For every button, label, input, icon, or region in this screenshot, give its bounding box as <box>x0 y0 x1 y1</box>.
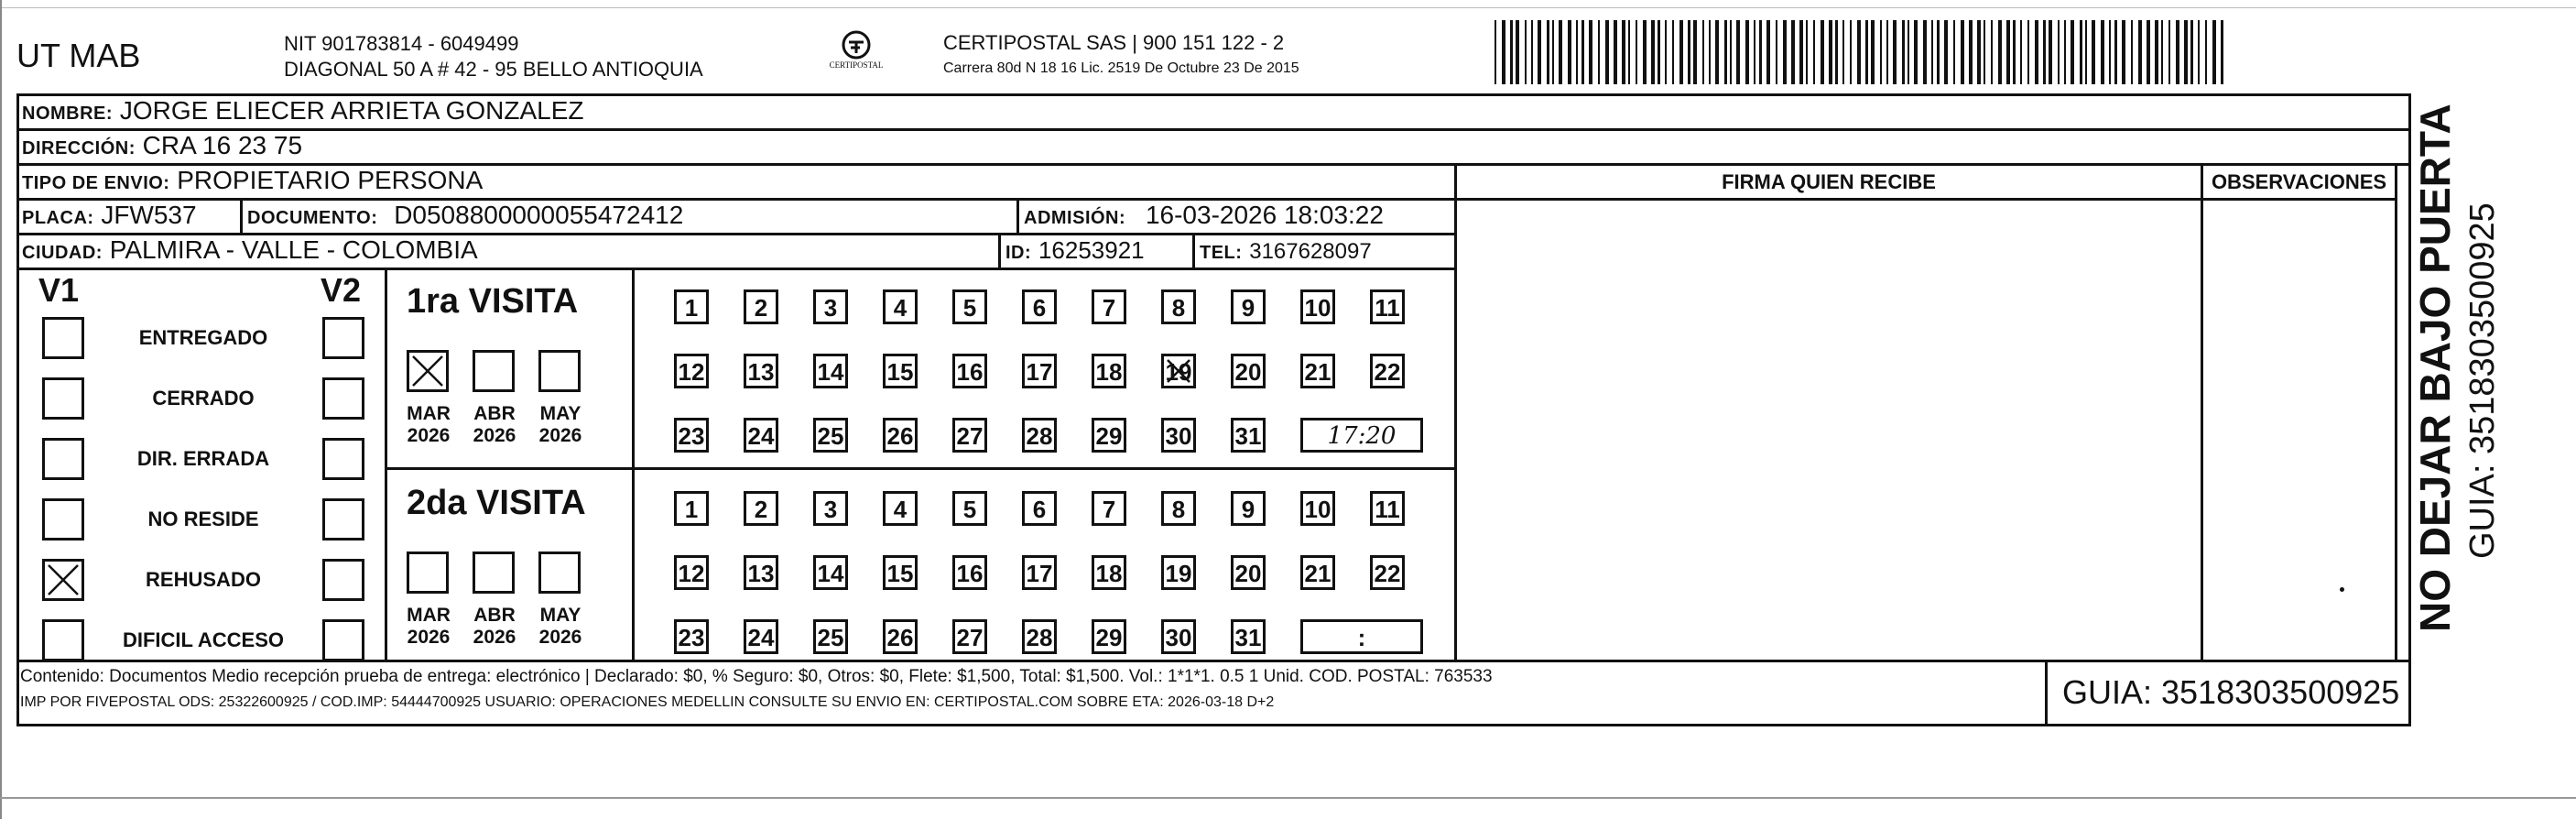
day-box: 22 <box>1370 354 1405 388</box>
barcode-bar <box>1813 20 1815 84</box>
barcode-bar <box>1643 20 1647 84</box>
barcode-bar <box>1693 20 1697 84</box>
day-box: 31 <box>1231 619 1266 654</box>
barcode-bar <box>1865 20 1868 84</box>
barcode-bar <box>2138 20 2142 84</box>
barcode-bar <box>1538 20 1541 84</box>
day-box: 30 <box>1161 619 1196 654</box>
placa-cell <box>22 200 197 234</box>
day-box: 27 <box>952 619 987 654</box>
barcode-bar <box>2058 20 2060 84</box>
barcode-bar <box>1598 20 1600 84</box>
barcode-bar <box>2064 20 2066 84</box>
v2-checkbox <box>322 438 364 480</box>
tel-value: 3167628097 <box>1249 239 1372 264</box>
month-name: MAR <box>407 605 451 626</box>
day-box: 29 <box>1092 619 1126 654</box>
day-box: 24 <box>744 418 778 453</box>
barcode-bar <box>2168 20 2170 84</box>
barcode <box>1495 20 2225 84</box>
visit-divider <box>385 467 1456 470</box>
barcode-bar <box>1829 20 1832 84</box>
carrier-info <box>943 31 1299 77</box>
status-label: CERRADO <box>152 387 255 410</box>
day-box: 2 <box>744 491 778 526</box>
day-box: 26 <box>883 619 918 654</box>
v1-header: V1 <box>38 271 80 309</box>
day-box: 1 <box>674 491 709 526</box>
v1-checkbox <box>42 317 84 359</box>
month-checkbox <box>407 551 449 594</box>
guia-number: GUIA: 3518303500925 <box>2062 673 2400 711</box>
v1-checkbox <box>42 377 84 420</box>
v2-header: V2 <box>321 271 362 309</box>
day-box: 28 <box>1022 619 1057 654</box>
scan-edge-left <box>0 0 2 819</box>
day-box: 7 <box>1092 289 1126 324</box>
day-box: 14 <box>813 354 848 388</box>
barcode-bar <box>2184 20 2188 84</box>
barcode-bar <box>1783 20 1787 84</box>
day-box: 5 <box>952 289 987 324</box>
day-box: 2 <box>744 289 778 324</box>
month-year: 2026 <box>538 425 582 446</box>
documento-cell <box>247 200 683 234</box>
barcode-bar <box>1736 20 1740 84</box>
barcode-bar <box>1502 20 1505 84</box>
barcode-bar <box>1893 20 1897 84</box>
ciudad-value: PALMIRA - VALLE - COLOMBIA <box>109 235 478 264</box>
direccion-row <box>22 130 302 164</box>
time-box: : <box>1300 619 1423 654</box>
barcode-bar <box>1702 20 1704 84</box>
barcode-bar <box>2212 20 2216 84</box>
scan-edge-bottom <box>0 797 2576 799</box>
barcode-bar <box>1791 20 1795 84</box>
day-box: 12 <box>674 555 709 590</box>
logo-icon <box>838 29 875 60</box>
barcode-bar <box>1510 20 1513 84</box>
month-checkbox <box>407 350 449 392</box>
nit-number: NIT 901783814 - 6049499 <box>284 32 519 55</box>
day-box: 15 <box>883 354 918 388</box>
month-label <box>467 605 522 649</box>
barcode-bar <box>1886 20 1888 84</box>
day-box: 19 <box>1161 555 1196 590</box>
month-label <box>401 403 456 447</box>
day-box: 9 <box>1231 289 1266 324</box>
barcode-bar <box>1835 20 1838 84</box>
scan-edge-top <box>0 7 2576 8</box>
barcode-bar <box>1806 20 1808 84</box>
day-box: 11 <box>1370 289 1405 324</box>
column-divider <box>2201 163 2203 662</box>
barcode-bar <box>1651 20 1655 84</box>
month-name: ABR <box>473 605 516 626</box>
x-mark-icon <box>409 353 446 389</box>
company-info <box>284 31 703 82</box>
day-box: 4 <box>883 491 918 526</box>
cell-divider <box>1192 233 1195 268</box>
day-box: 28 <box>1022 418 1057 453</box>
barcode-bar <box>1902 20 1905 84</box>
day-box: 13 <box>744 354 778 388</box>
barcode-bar <box>1724 20 1727 84</box>
barcode-bar <box>2085 20 2087 84</box>
observaciones-header: OBSERVACIONES <box>2211 170 2387 193</box>
day-box: 15 <box>883 555 918 590</box>
barcode-bar <box>2080 20 2082 84</box>
documento-value: D0508800000055472412 <box>394 201 684 229</box>
barcode-bar <box>2205 20 2207 84</box>
barcode-bar <box>1961 20 1964 84</box>
barcode-bar <box>1559 20 1562 84</box>
month-name: MAR <box>407 403 451 424</box>
day-box: 24 <box>744 619 778 654</box>
v2-checkbox <box>322 317 364 359</box>
guia-divider <box>2045 660 2048 724</box>
tipo-envio-row <box>22 165 483 199</box>
v1-checkbox <box>42 438 84 480</box>
barcode-bar <box>1799 20 1803 84</box>
admision-cell <box>1024 200 1384 234</box>
barcode-bar <box>2176 20 2179 84</box>
firma-header: FIRMA QUIEN RECIBE <box>1722 170 1936 193</box>
logo-text: CERTIPOSTAL <box>829 60 884 70</box>
day-box: 18 <box>1092 354 1126 388</box>
barcode-bar <box>1850 20 1852 84</box>
barcode-bar <box>2155 20 2158 84</box>
barcode-bar <box>2035 20 2038 84</box>
day-box: 22 <box>1370 555 1405 590</box>
day-box: 10 <box>1300 289 1335 324</box>
barcode-bar <box>1842 20 1844 84</box>
v2-checkbox <box>322 559 364 601</box>
barcode-bar <box>2027 20 2029 84</box>
ciudad-label: CIUDAD: <box>22 243 103 263</box>
barcode-bar <box>1998 20 2002 84</box>
barcode-bar <box>1937 20 1940 84</box>
day-box: 21 <box>1300 354 1335 388</box>
table-left-border <box>16 93 19 726</box>
column-divider <box>1454 163 1457 662</box>
day-box: 12 <box>674 354 709 388</box>
direccion-value: CRA 16 23 75 <box>142 131 303 159</box>
day-box: 29 <box>1092 418 1126 453</box>
barcode-bar <box>1944 20 1948 84</box>
barcode-bar <box>2161 20 2163 84</box>
nombre-label: NOMBRE: <box>22 104 114 124</box>
status-label: REHUSADO <box>146 568 261 591</box>
admision-label: ADMISIÓN: <box>1024 208 1126 228</box>
v2-checkbox <box>322 377 364 420</box>
month-year: 2026 <box>407 425 451 446</box>
barcode-bar <box>1745 20 1749 84</box>
visit-divider <box>632 268 635 660</box>
day-box: 17 <box>1022 555 1057 590</box>
direccion-label: DIRECCIÓN: <box>22 138 136 158</box>
day-box: 6 <box>1022 289 1057 324</box>
row-divider <box>16 660 2411 662</box>
day-box: 20 <box>1231 354 1266 388</box>
month-name: MAY <box>539 403 582 424</box>
x-mark-icon <box>45 562 82 598</box>
id-cell <box>1005 235 1145 268</box>
cell-divider <box>240 198 243 233</box>
day-box: 4 <box>883 289 918 324</box>
barcode-bar <box>1525 20 1527 84</box>
month-name: MAY <box>539 605 582 626</box>
company-name: UT MAB <box>16 37 141 74</box>
barcode-bar <box>2101 20 2104 84</box>
day-box: 20 <box>1231 555 1266 590</box>
barcode-bar <box>1658 20 1660 84</box>
barcode-bar <box>2131 20 2133 84</box>
barcode-bar <box>2109 20 2111 84</box>
barcode-bar <box>1614 20 1617 84</box>
day-box: 14 <box>813 555 848 590</box>
barcode-bar <box>1665 20 1667 84</box>
nombre-value: JORGE ELIECER ARRIETA GONZALEZ <box>119 96 584 125</box>
barcode-bar <box>2049 20 2052 84</box>
tipo-envio-value: PROPIETARIO PERSONA <box>177 166 484 194</box>
day-box: 5 <box>952 491 987 526</box>
barcode-bar <box>1581 20 1584 84</box>
day-box: 18 <box>1092 555 1126 590</box>
barcode-bar <box>1552 20 1554 84</box>
day-box: 8 <box>1161 491 1196 526</box>
day-box: 10 <box>1300 491 1335 526</box>
v1-checkbox <box>42 559 84 601</box>
no-dejar-bajo-puerta: NO DEJAR BAJO PUERTA <box>2411 104 2459 632</box>
day-box: 30 <box>1161 418 1196 453</box>
day-box: 23 <box>674 619 709 654</box>
column-divider <box>2395 163 2397 662</box>
tipo-envio-label: TIPO DE ENVIO: <box>22 173 170 193</box>
month-checkbox <box>538 551 581 594</box>
tel-label: TEL: <box>1200 243 1243 263</box>
cell-divider <box>1016 198 1019 233</box>
v1-checkbox <box>42 498 84 541</box>
day-box: 16 <box>952 354 987 388</box>
ink-dot <box>2340 587 2344 592</box>
visit-divider <box>385 268 387 660</box>
barcode-bar <box>2122 20 2125 84</box>
day-box: 16 <box>952 555 987 590</box>
barcode-bar <box>1931 20 1933 84</box>
barcode-bar <box>2221 20 2223 84</box>
barcode-bar <box>1984 20 1985 84</box>
month-checkbox <box>473 551 515 594</box>
placa-label: PLACA: <box>22 208 94 228</box>
barcode-bar <box>1730 20 1732 84</box>
barcode-bar <box>1628 20 1630 84</box>
barcode-bar <box>2190 20 2193 84</box>
day-box: 27 <box>952 418 987 453</box>
carrier-name: CERTIPOSTAL SAS | 900 151 122 - 2 <box>943 31 1285 54</box>
barcode-bar <box>2020 20 2022 84</box>
barcode-bar <box>2071 20 2074 84</box>
day-box: 1 <box>674 289 709 324</box>
month-year: 2026 <box>538 627 582 648</box>
month-label <box>467 403 522 447</box>
side-guia: GUIA: 3518303500925 <box>2463 202 2502 559</box>
barcode-bar <box>1759 20 1762 84</box>
barcode-bar <box>1576 20 1578 84</box>
barcode-bar <box>1636 20 1637 84</box>
v2-checkbox <box>322 498 364 541</box>
barcode-bar <box>1977 20 1981 84</box>
barcode-bar <box>1495 20 1496 84</box>
month-checkbox <box>473 350 515 392</box>
barcode-bar <box>1672 20 1674 84</box>
impresion-line: IMP POR FIVEPOSTAL ODS: 25322600925 / COD.IMP: 54444700925 USUARIO: OPERACIONES MEDELLIN CONSULTE SU ENVIO EN: CERTIPOSTAL.COM SOBRE ETA: 2026-03-18 D+2 <box>20 694 1275 710</box>
barcode-bar <box>1547 20 1549 84</box>
barcode-bar <box>1589 20 1592 84</box>
barcode-bar <box>1715 20 1719 84</box>
barcode-bar <box>2013 20 2016 84</box>
day-box: 25 <box>813 418 848 453</box>
month-label <box>401 605 456 649</box>
contenido-line: Contenido: Documentos Medio recepción prueba de entrega: electrónico | Declarado: $0, % Seguro: $0, Otros: $0, Flete: $1,500, Total: $1,500. Vol.: 1*1*1. 0.5 1 Unid. COD. POSTAL: 763533 <box>20 667 1493 686</box>
month-label <box>533 403 588 447</box>
day-box: 23 <box>674 418 709 453</box>
day-box: 21 <box>1300 555 1335 590</box>
admision-value: 16-03-2026 18:03:22 <box>1145 201 1384 229</box>
month-year: 2026 <box>473 425 516 446</box>
barcode-bar <box>1969 20 1973 84</box>
status-label: DIFICIL ACCESO <box>122 628 284 651</box>
day-box: 9 <box>1231 491 1266 526</box>
barcode-bar <box>1568 20 1571 84</box>
v2-checkbox <box>322 619 364 661</box>
day-box: 3 <box>813 491 848 526</box>
day-box: 11 <box>1370 491 1405 526</box>
visit-title: 1ra VISITA <box>407 282 579 321</box>
barcode-bar <box>2043 20 2046 84</box>
month-year: 2026 <box>473 627 516 648</box>
day-box: 19 <box>1161 354 1196 388</box>
barcode-bar <box>1821 20 1824 84</box>
barcode-bar <box>2092 20 2095 84</box>
barcode-bar <box>1605 20 1609 84</box>
month-label <box>533 605 588 649</box>
id-value: 16253921 <box>1038 236 1145 264</box>
barcode-bar <box>2147 20 2150 84</box>
barcode-bar <box>1622 20 1625 84</box>
barcode-bar <box>1679 20 1683 84</box>
barcode-bar <box>1914 20 1918 84</box>
barcode-bar <box>1923 20 1927 84</box>
barcode-bar <box>1880 20 1882 84</box>
time-box: 17:20 <box>1300 418 1423 453</box>
barcode-bar <box>1709 20 1711 84</box>
barcode-bar <box>1857 20 1861 84</box>
barcode-bar <box>1953 20 1955 84</box>
company-address: DIAGONAL 50 A # 42 - 95 BELLO ANTIOQUIA <box>284 58 703 81</box>
barcode-bar <box>1908 20 1909 84</box>
status-label: DIR. ERRADA <box>136 447 270 470</box>
day-box: 13 <box>744 555 778 590</box>
day-box: 25 <box>813 619 848 654</box>
id-label: ID: <box>1005 243 1032 263</box>
barcode-bar <box>1991 20 1993 84</box>
barcode-bar <box>1871 20 1875 84</box>
x-mark-icon <box>1164 356 1193 386</box>
barcode-bar <box>1531 20 1533 84</box>
status-label: ENTREGADO <box>138 326 268 349</box>
barcode-bar <box>2114 20 2117 84</box>
barcode-bar <box>1688 20 1690 84</box>
certipostal-logo <box>817 29 896 84</box>
month-name: ABR <box>473 403 516 424</box>
day-box: 8 <box>1161 289 1196 324</box>
ciudad-cell <box>22 235 478 268</box>
visit-title: 2da VISITA <box>407 484 586 522</box>
barcode-bar <box>2006 20 2010 84</box>
tel-cell <box>1200 235 1372 268</box>
month-year: 2026 <box>407 627 451 648</box>
carrier-license: Carrera 80d N 18 16 Lic. 2519 De Octubre 23 De 2015 <box>943 60 1299 76</box>
day-box: 6 <box>1022 491 1057 526</box>
barcode-bar <box>1754 20 1755 84</box>
barcode-bar <box>1516 20 1519 84</box>
month-checkbox <box>538 350 581 392</box>
documento-label: DOCUMENTO: <box>247 208 378 228</box>
nombre-row <box>22 95 584 129</box>
v1-checkbox <box>42 619 84 661</box>
cell-divider <box>998 233 1001 268</box>
barcode-bar <box>1776 20 1777 84</box>
day-box: 7 <box>1092 491 1126 526</box>
table-bottom-border <box>16 724 2411 726</box>
day-box: 31 <box>1231 418 1266 453</box>
placa-value: JFW537 <box>101 201 197 229</box>
status-label: NO RESIDE <box>147 508 259 530</box>
day-box: 26 <box>883 418 918 453</box>
day-box: 3 <box>813 289 848 324</box>
day-box: 17 <box>1022 354 1057 388</box>
barcode-bar <box>1766 20 1770 84</box>
barcode-bar <box>2198 20 2200 84</box>
